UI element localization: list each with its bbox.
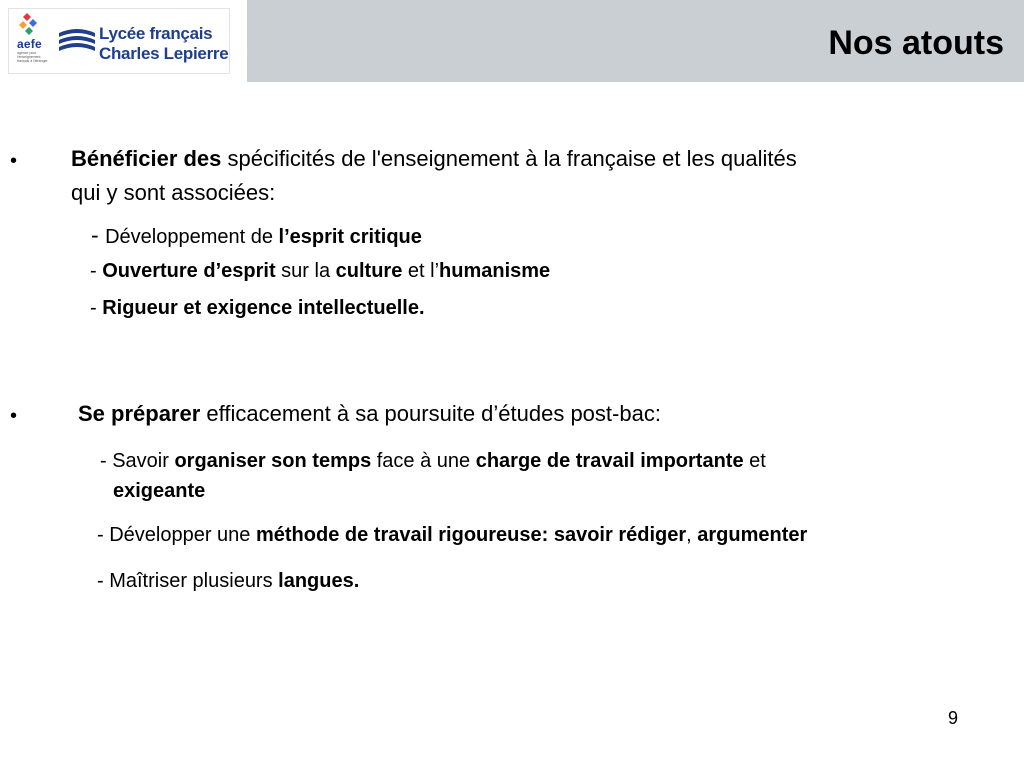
item-text: - Maîtriser plusieurs (97, 570, 279, 592)
section1-item-2 (90, 260, 550, 283)
item-text: , (686, 524, 698, 546)
item-bold: Ouverture d’esprit (102, 260, 276, 282)
item-dash: - (90, 260, 103, 282)
section1-heading (71, 146, 797, 172)
lycee-emblem-icon (57, 27, 97, 57)
item-bold: exigeante (113, 480, 206, 502)
item-text: - Développer une (97, 524, 256, 546)
section1-heading-line2: qui y sont associées: (71, 180, 276, 205)
section1-item-1 (91, 222, 422, 249)
item-dash: - (91, 222, 106, 248)
item-bold: méthode de travail rigoureuse: savoir rédiger (255, 524, 687, 546)
item-text: et l’ (402, 260, 440, 282)
bullet-2: • (10, 405, 18, 427)
section1-item-3 (90, 297, 425, 320)
school-logo (8, 8, 230, 74)
section2-item-3 (97, 570, 359, 593)
item-bold: langues. (278, 570, 360, 592)
section1-heading-bold: Bénéficier des (71, 146, 222, 171)
section2-item-2 (97, 524, 807, 547)
item-text: sur la (275, 260, 336, 282)
item-bold: l’esprit critique (278, 226, 422, 248)
item-bold: argumenter (697, 524, 808, 546)
item-text: et (743, 450, 766, 472)
aefe-wordmark: aefe (17, 37, 42, 51)
page-number: 9 (948, 708, 959, 728)
item-bold: humanisme (439, 260, 551, 282)
slide-title: Nos atouts (828, 24, 1004, 62)
item-text: face à une (371, 450, 476, 472)
item-text: Développement de (105, 226, 279, 248)
item-text: - Savoir (100, 450, 175, 472)
bullet-1: • (10, 150, 18, 172)
title-bar (247, 0, 1024, 82)
section2-heading (78, 401, 661, 427)
item-dash: - (90, 297, 103, 319)
item-bold: culture (335, 260, 403, 282)
lycee-name-line2: Charles Lepierre (99, 44, 229, 63)
item-bold: Rigueur et exigence intellectuelle. (102, 297, 425, 319)
section2-item-1-line2 (113, 480, 205, 503)
aefe-tagline: agence pour l'enseignement français à l'étranger (17, 51, 48, 63)
item-bold: charge de travail importante (475, 450, 744, 472)
section2-heading-bold: Se préparer (78, 401, 201, 426)
lycee-name-line1: Lycée français (99, 24, 213, 43)
section1-heading-text: spécificités de l'enseignement à la française et les qualités (221, 146, 797, 171)
item-bold: organiser son temps (174, 450, 372, 472)
section2-item-1 (100, 450, 766, 473)
section2-heading-text: efficacement à sa poursuite d’études post-bac: (200, 401, 661, 426)
